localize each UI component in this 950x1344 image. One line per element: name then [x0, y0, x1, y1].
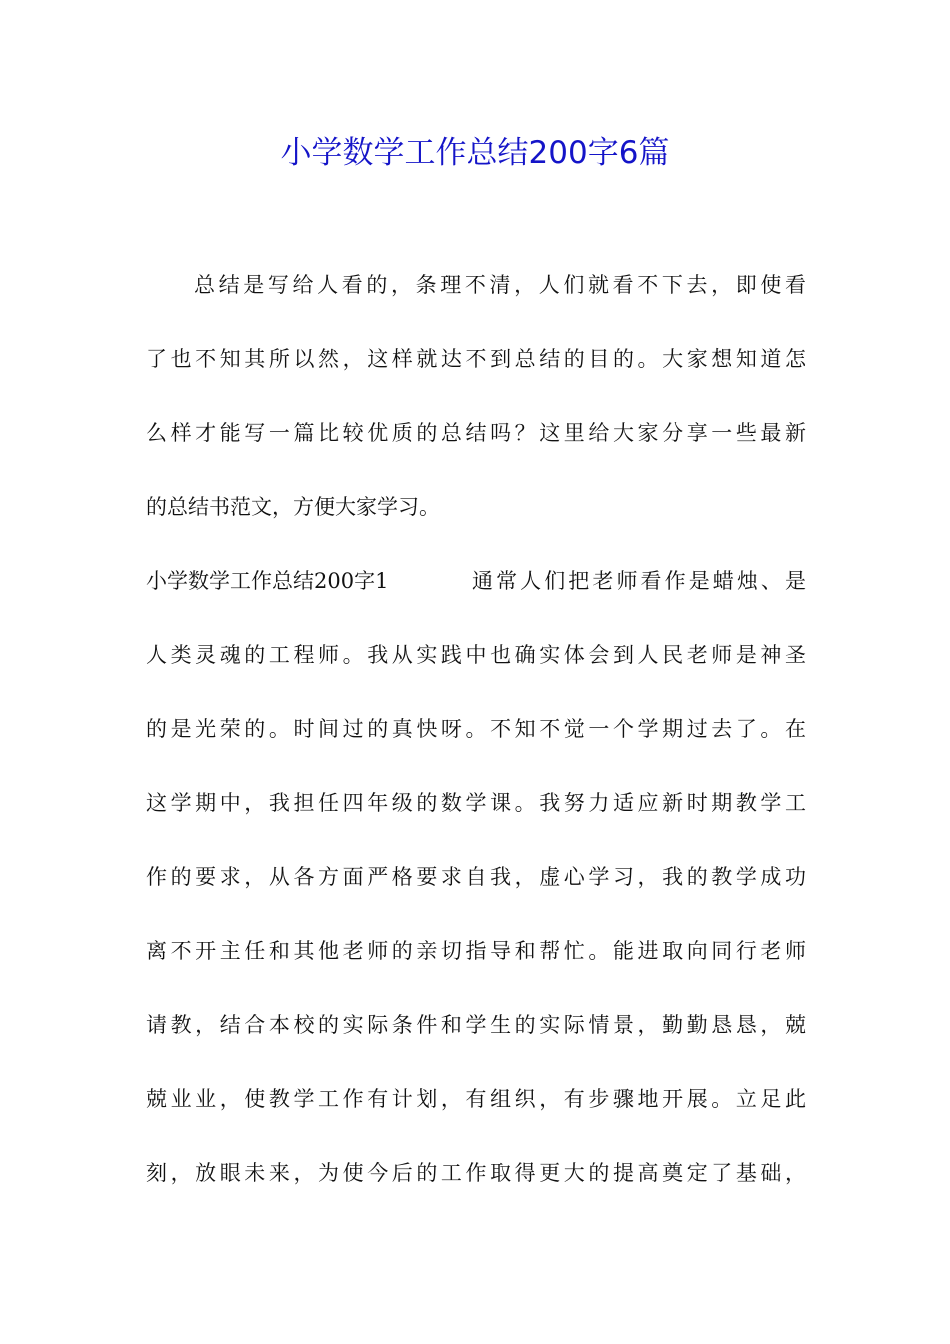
section-heading: 小学数学工作总结200字1: [146, 569, 389, 593]
section-line: 的是光荣的。时间过的真快呀。不知不觉一个学期过去了。在: [146, 717, 806, 741]
intro-line: 么样才能写一篇比较优质的总结吗？这里给大家分享一些最新: [146, 421, 806, 445]
document-body: [146, 262, 806, 1224]
section-line: 兢业业，使教学工作有计划，有组织，有步骤地开展。立足此: [146, 1087, 806, 1111]
intro-line: 总结是写给人看的，条理不清，人们就看不下去，即使看: [194, 273, 806, 297]
section-line: 人类灵魂的工程师。我从实践中也确实体会到人民老师是神圣: [146, 643, 806, 667]
section-line: 作的要求，从各方面严格要求自我，虚心学习，我的教学成功: [146, 865, 806, 889]
section-line: 离不开主任和其他老师的亲切指导和帮忙。能进取向同行老师: [146, 939, 806, 963]
section-line: 请教，结合本校的实际条件和学生的实际情景，勤勤恳恳，兢: [146, 1013, 806, 1037]
section-heading-line: [146, 558, 806, 632]
intro-line: 的总结书范文，方便大家学习。: [146, 495, 440, 519]
intro-line: 了也不知其所以然，这样就达不到总结的目的。大家想知道怎: [146, 347, 806, 371]
section-line: 这学期中，我担任四年级的数学课。我努力适应新时期教学工: [146, 791, 806, 815]
section-first-line: 通常人们把老师看作是蜡烛、是: [472, 569, 806, 593]
section-line: 刻，放眼未来，为使今后的工作取得更大的提高奠定了基础，: [146, 1161, 806, 1185]
document-title: 小学数学工作总结200字6篇: [280, 135, 670, 171]
